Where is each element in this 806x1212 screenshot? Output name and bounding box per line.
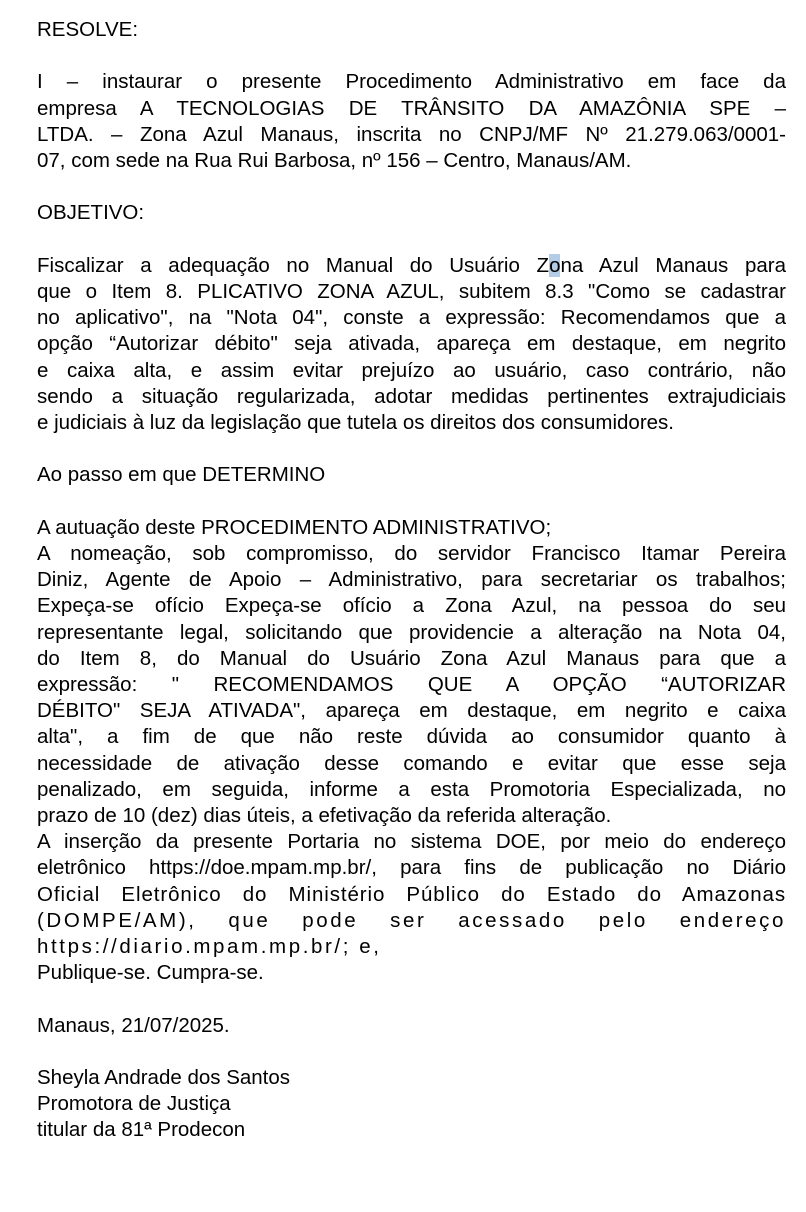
place-date: Manaus, 21/07/2025.	[37, 1013, 230, 1037]
resolve-heading: RESOLVE:	[37, 18, 139, 41]
objetivo-paragraph	[37, 253, 786, 436]
determination-line-13: A inserção da presente Portaria no sistema DOE, por meio do endereço	[37, 830, 786, 854]
signature-office: titular da 81ª Prodecon	[37, 1118, 246, 1142]
determination-line-2: A nomeação, sob compromisso, do servidor Francisco Itamar Pereira	[37, 541, 786, 565]
text-selection[interactable]: o	[549, 253, 561, 277]
item-i-line-2: empresa A TECNOLOGIAS DE TRÂNSITO DA AMAZÔNIA SPE –	[37, 96, 786, 120]
item-i-line-3: LTDA. – Zona Azul Manaus, inscrita no CNPJ/MF Nº 21.279.063/0001-	[37, 122, 786, 146]
determination-line-4: Expeça-se ofício Expeça-se ofício a Zona Azul, na pessoa do seu	[37, 594, 786, 618]
determination-line-16: (DOMPE/AM), que pode ser acessado pelo endereço	[37, 908, 786, 932]
determination-line-15: Oficial Eletrônico do Ministério Público do Estado do Amazonas	[37, 882, 786, 906]
determination-line-5: representante legal, solicitando que providencie a alteração na Nota 04,	[37, 620, 786, 644]
determination-line-12: prazo de 10 (dez) dias úteis, a efetivação da referida alteração.	[37, 804, 612, 828]
signature-name: Sheyla Andrade dos Santos	[37, 1066, 291, 1090]
determination-line-3: Diniz, Agente de Apoio – Administrativo, para secretariar os trabalhos;	[37, 568, 786, 592]
signature-block	[37, 1065, 786, 1144]
objetivo-line-3: no aplicativo", na "Nota 04", conste a expressão: Recomendamos que a	[37, 306, 786, 330]
determination-line-6: do Item 8, do Manual do Usuário Zona Azul Manaus para que a	[37, 646, 786, 670]
objetivo-line-6: sendo a situação regularizada, adotar medidas pertinentes extrajudiciais	[37, 384, 786, 408]
objetivo-heading: OBJETIVO:	[37, 201, 145, 225]
item-i-line-4: 07, com sede na Rua Rui Barbosa, nº 156 – Centro, Manaus/AM.	[37, 149, 632, 172]
determination-url-line: https://diario.mpam.mp.br/; e,	[37, 935, 382, 959]
determination-line-10: necessidade de ativação desse comando e evitar que esse seja	[37, 751, 786, 775]
determino-intro: Ao passo em que DETERMINO	[37, 463, 326, 487]
publique-line: Publique-se. Cumpra-se.	[37, 961, 264, 985]
objetivo-line-5: e caixa alta, e assim evitar prejuízo ao usuário, caso contrário, não	[37, 358, 786, 382]
objetivo-line-1[interactable]	[37, 253, 786, 279]
objetivo-line-4: opção “Autorizar débito" seja ativada, apareça em destaque, em negrito	[37, 332, 786, 356]
determination-line-7: expressão: " RECOMENDAMOS QUE A OPÇÃO “AUTORIZAR	[37, 673, 786, 696]
objetivo-line-2: que o Item 8. PLICATIVO ZONA AZUL, subitem 8.3 "Como se cadastrar	[37, 279, 786, 303]
item-i-line-1: I – instaurar o presente Procedimento Administrativo em face da	[37, 70, 786, 94]
document-page	[37, 17, 786, 1144]
determination-line-9: alta", a fim de que não reste dúvida ao consumidor quanto à	[37, 725, 786, 749]
signature-role: Promotora de Justiça	[37, 1092, 231, 1116]
item-i-paragraph	[37, 69, 786, 174]
objetivo-line-1-before: Fiscalizar a adequação no Manual do Usuário Z	[37, 253, 550, 277]
determination-line-14: eletrônico https://doe.mpam.mp.br/, para fins de publicação no Diário	[37, 856, 786, 880]
objetivo-line-7: e judiciais à luz da legislação que tutela os direitos dos consumidores.	[37, 411, 675, 434]
determination-line-1: A autuação deste PROCEDIMENTO ADMINISTRATIVO;	[37, 515, 552, 539]
determinations-block	[37, 515, 786, 987]
objetivo-line-1-after: na Azul Manaus para	[560, 253, 786, 277]
determination-line-8: DÉBITO" SEJA ATIVADA", apareça em destaque, em negrito e caixa	[37, 699, 786, 723]
determination-line-11: penalizado, em seguida, informe a esta Promotoria Especializada, no	[37, 777, 786, 801]
